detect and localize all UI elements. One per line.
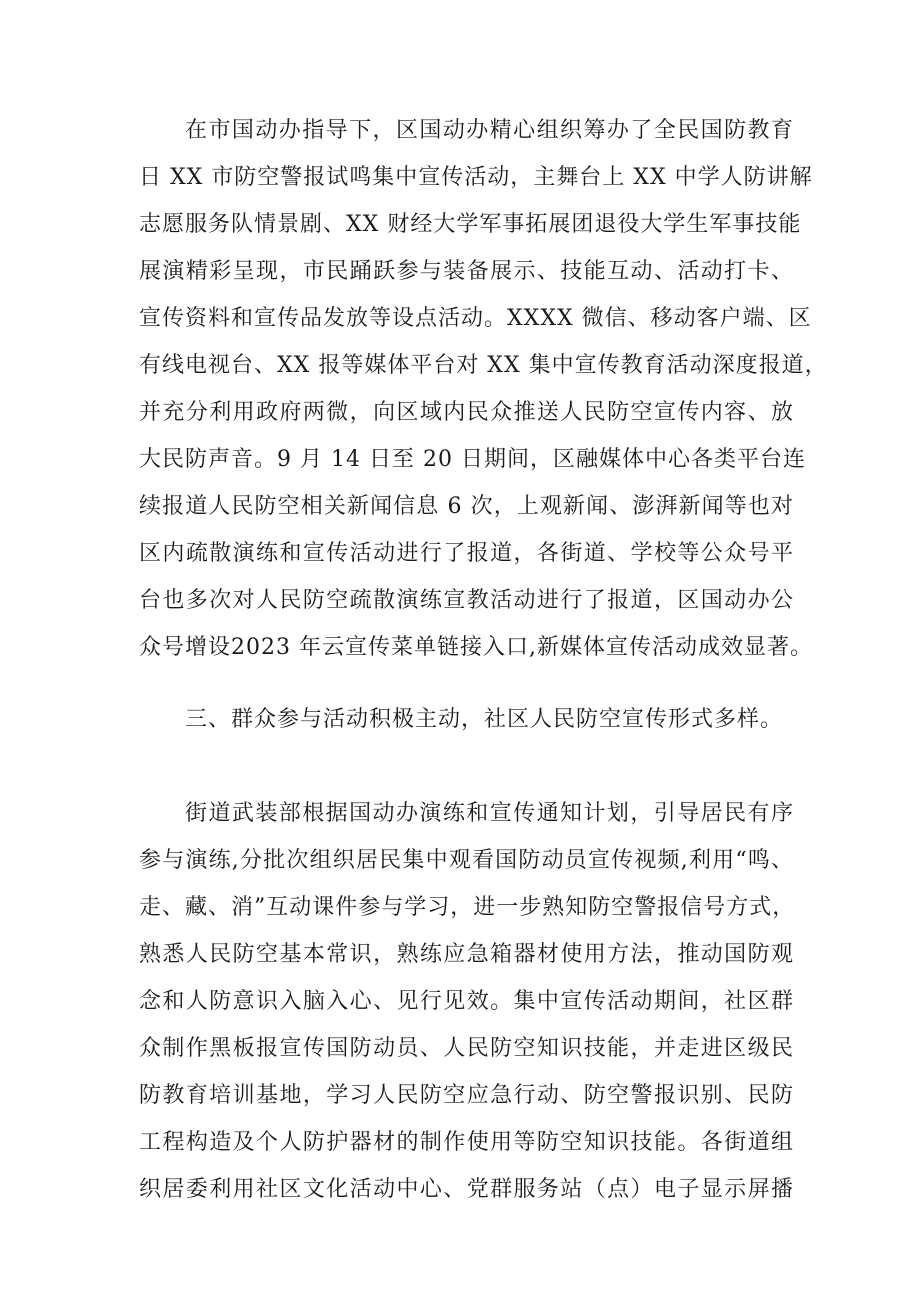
paragraph-community-participation [139,790,794,1213]
paragraph-line: 续报道人民防空相关新闻信息 6 次，上观新闻、澎湃新闻等也对 [139,494,794,519]
paragraph-line: 工程构造及个人防护器材的制作使用等防空知识技能。各街道组 [139,1130,794,1155]
paragraph-line: 在市国动办指导下，区国动办精心组织筹办了全民国防教育 [185,118,794,143]
paragraph-line: 念和人防意识入脑入心、见行见效。集中宣传活动期间，社区群 [139,989,794,1014]
paragraph-line: 日 XX 市防空警报试鸣集中宣传活动，主舞台上 XX 中学人防讲解 [139,165,813,190]
paragraph-line: 走、藏、消”互动课件参与学习，进一步熟知防空警报信号方式， [139,895,796,920]
paragraph-line: 台也多次对人民防空疏散演练宣教活动进行了报道，区国动办公 [139,588,794,613]
paragraph-line: 街道武装部根据国动办演练和宣传通知计划，引导居民有序 [185,801,794,826]
paragraph-line: 参与演练,分批次组织居民集中观看国防动员宣传视频,利用“鸣、 [139,848,794,873]
section-heading-text: 三、群众参与活动积极主动，社区人民防空宣传形式多样。 [185,707,784,732]
section-heading [139,696,794,743]
paragraph-line: 织居委利用社区文化活动中心、党群服务站（点）电子显示屏播 [139,1177,794,1202]
paragraph-line: 区内疏散演练和宣传活动进行了报道，各街道、学校等公众号平 [139,541,794,566]
paragraph-line: 志愿服务队情景剧、XX 财经大学军事拓展团退役大学生军事技能 [139,212,802,237]
paragraph-line: 众号增设2023 年云宣传菜单链接入口,新媒体宣传活动成效显著。 [139,635,813,660]
paragraph-line: 大民防声音。9 月 14 日至 20 日期间，区融媒体中心各类平台连 [139,447,806,472]
paragraph-line: 熟悉人民防空基本常识，熟练应急箱器材使用方法，推动国防观 [139,942,794,967]
paragraph-media-coverage [139,107,828,671]
paragraph-line: 展演精彩呈现，市民踊跃参与装备展示、技能互动、活动打卡、 [139,259,794,284]
paragraph-line: 有线电视台、XX 报等媒体平台对 XX 集中宣传教育活动深度报道， [139,353,828,378]
paragraph-line: 并充分利用政府两微，向区域内民众推送人民防空宣传内容、放 [139,400,794,425]
paragraph-line: 防教育培训基地，学习人民防空应急行动、防空警报识别、民防 [139,1083,794,1108]
paragraph-line: 众制作黑板报宣传国防动员、人民防空知识技能，并走进区级民 [139,1036,794,1061]
paragraph-line: 宣传资料和宣传品发放等设点活动。XXXX 微信、移动客户端、区 [139,306,812,331]
